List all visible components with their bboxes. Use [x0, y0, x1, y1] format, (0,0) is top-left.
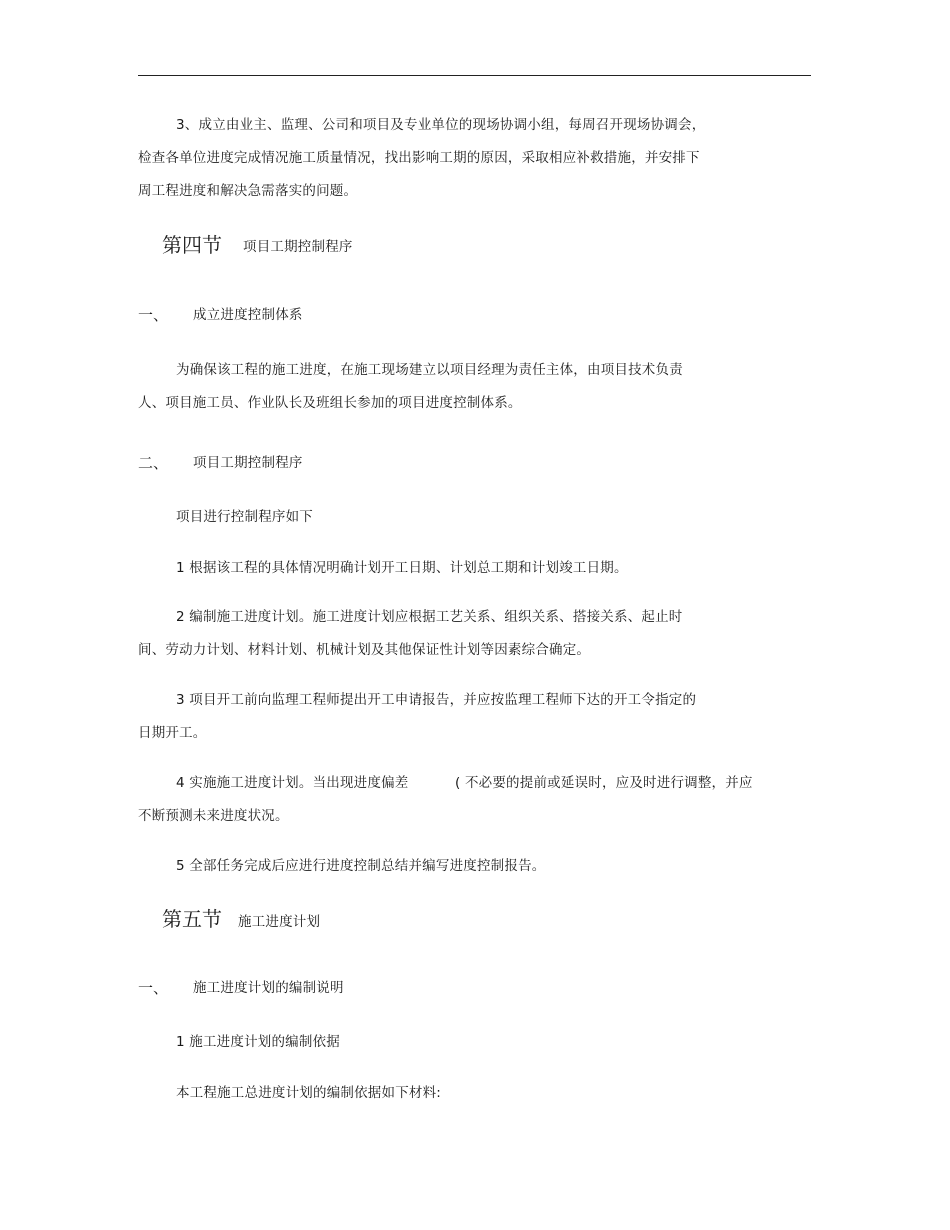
- s5-p1: 本工程施工总进度计划的编制依据如下材料:: [176, 1085, 442, 1101]
- s4-h2-marker: 二、: [138, 454, 169, 472]
- s4-step4-line1b: ( 不必要的提前或延误时，应及时进行调整，并应: [455, 775, 753, 791]
- s4-step3-line2: 日期开工。: [138, 725, 207, 741]
- s5-sub1: 1 施工进度计划的编制依据: [176, 1034, 340, 1050]
- s4-h1-marker: 一、: [138, 306, 169, 324]
- paragraph-item3-line2: 检查各单位进度完成情况施工质量情况，找出影响工期的原因，采取相应补救措施，并安排下: [138, 150, 700, 166]
- paragraph-item3-line1: 3、成立由业主、监理、公司和项目及专业单位的现场协调小组，每周召开现场协调会，: [176, 117, 706, 133]
- section4-title: 项目工期控制程序: [243, 239, 353, 255]
- s4-step4-line1a: 4 实施施工进度计划。当出现进度偏差: [176, 775, 409, 791]
- s4-p1-line1: 为确保该工程的施工进度，在施工现场建立以项目经理为责任主体，由项目技术负责: [176, 362, 683, 378]
- section5-number: 第五节: [162, 907, 222, 931]
- section4-number: 第四节: [162, 233, 222, 257]
- s4-h2-title: 项目工期控制程序: [193, 455, 303, 471]
- header-rule: [138, 75, 811, 76]
- s5-h1-marker: 一、: [138, 979, 169, 997]
- s4-step2-line2: 间、劳动力计划、材料计划、机械计划及其他保证性计划等因素综合确定。: [138, 642, 591, 658]
- s4-step1: 1 根据该工程的具体情况明确计划开工日期、计划总工期和计划竣工日期。: [176, 560, 628, 576]
- s4-h1-title: 成立进度控制体系: [193, 307, 303, 323]
- s4-step5: 5 全部任务完成后应进行进度控制总结并编写进度控制报告。: [176, 858, 546, 874]
- s5-h1-title: 施工进度计划的编制说明: [193, 980, 344, 996]
- s4-p1-line2: 人、项目施工员、作业队长及班组长参加的项目进度控制体系。: [138, 395, 522, 411]
- paragraph-item3-line3: 周工程进度和解决急需落实的问题。: [138, 183, 358, 199]
- section5-title: 施工进度计划: [238, 914, 321, 930]
- s4-step4-line2: 不断预测未来进度状况。: [138, 808, 289, 824]
- s4-step3-line1: 3 项目开工前向监理工程师提出开工申请报告，并应按监理工程师下达的开工令指定的: [176, 692, 697, 708]
- s4-intro: 项目进行控制程序如下: [176, 509, 313, 525]
- s4-step2-line1: 2 编制施工进度计划。施工进度计划应根据工艺关系、组织关系、搭接关系、起止时: [176, 609, 683, 625]
